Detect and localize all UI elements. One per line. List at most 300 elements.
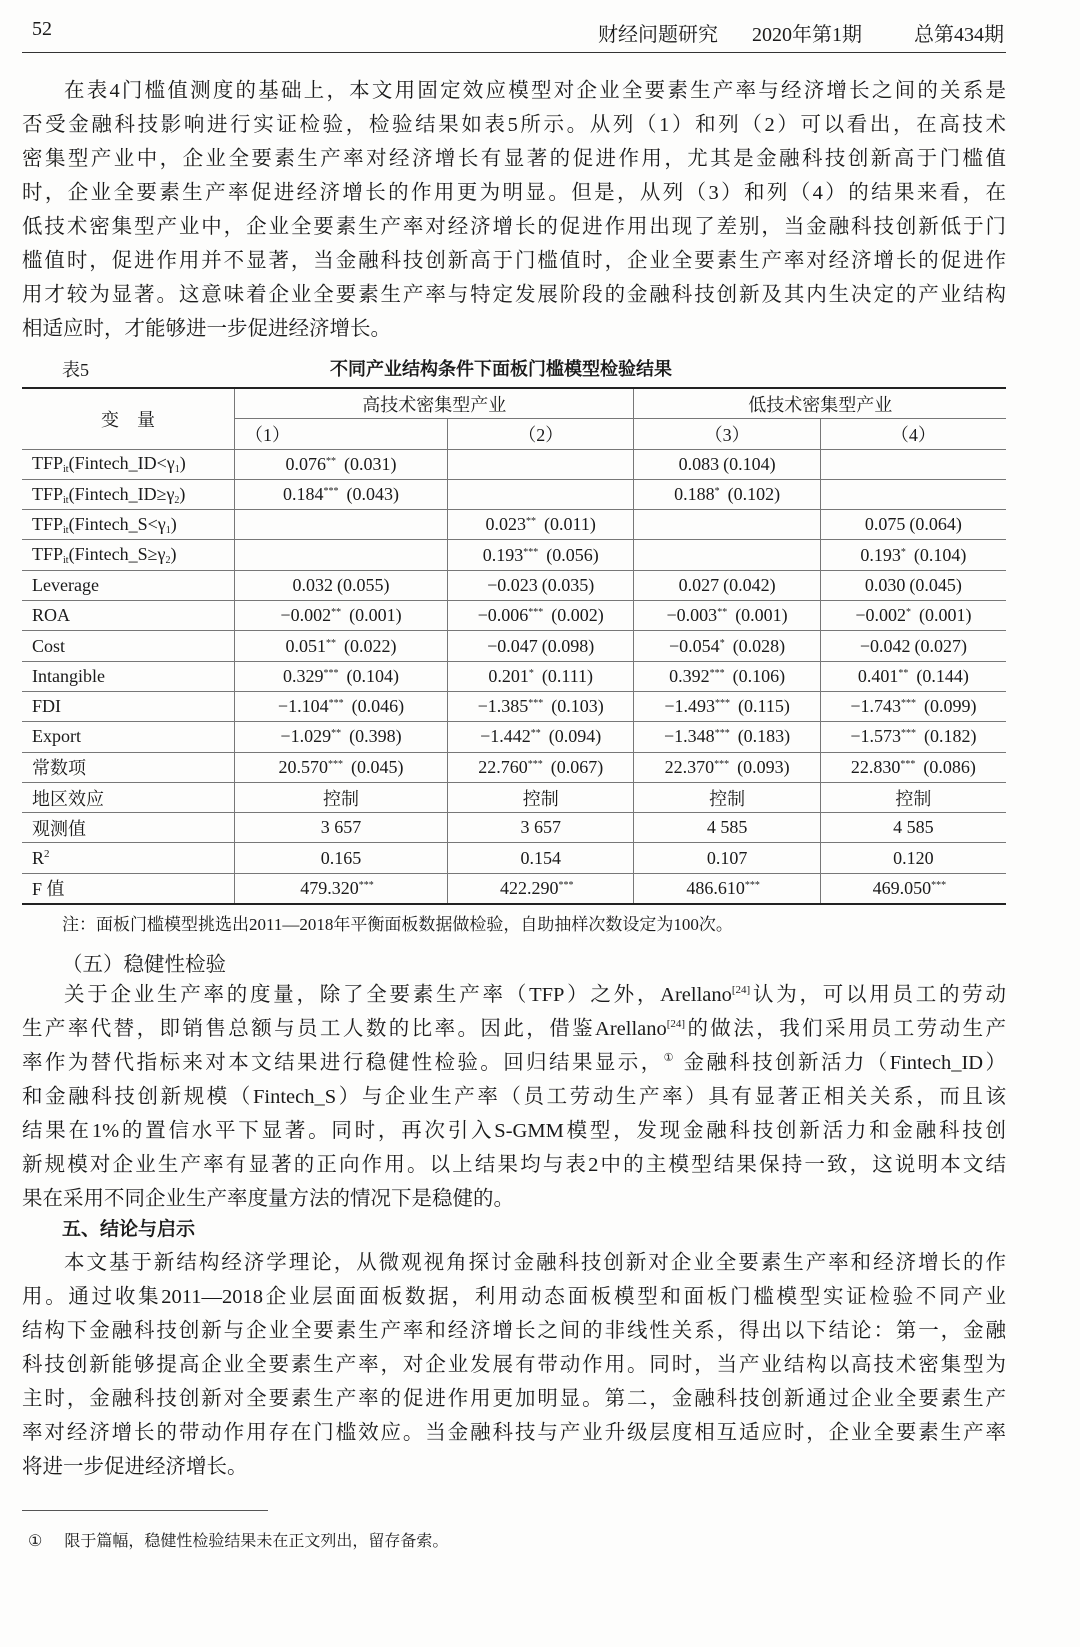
coefficient: −1.385: [477, 696, 529, 717]
column-4-header: （4）: [820, 419, 1006, 449]
standard-error: (0.001): [918, 605, 972, 626]
variable-condition: (Fintech_S≥γ: [68, 544, 166, 565]
significance-stars: ***: [900, 698, 916, 710]
issue-label: 2020年第1期: [752, 24, 862, 46]
variable-name: F 值: [32, 879, 65, 900]
table-row: [22, 873, 1006, 904]
value-cell: [820, 782, 1006, 812]
text-line: [22, 312, 1006, 346]
variable-subscript: it: [63, 524, 69, 536]
coefficient: 422.290: [499, 877, 559, 898]
text-segment: 槛值时，促进作用并不显著，当金融科技创新高于门槛值时，企业全要素生产率对经济增长的促进作: [22, 250, 1006, 272]
coefficient: 0.107: [706, 847, 748, 868]
citation-superscript: ①: [663, 1052, 676, 1065]
coefficient: −0.002: [280, 605, 332, 626]
table-row: [22, 843, 1006, 873]
variable-name-cell: [22, 813, 235, 843]
significance-stars: ***: [714, 728, 730, 740]
variable-subscript: it: [63, 464, 69, 476]
text-segment: 主时，金融科技创新对全要素生产率的促进作用更加明显。第二，金融科技创新通过企业全要素生产: [22, 1388, 1006, 1410]
variable-name-cell: [22, 782, 235, 812]
column-2-header: （2）: [448, 419, 634, 449]
standard-error: (0.104): [913, 544, 967, 565]
value-cell: [634, 601, 820, 631]
variable-name: ROA: [32, 605, 71, 626]
coefficient: −1.493: [664, 696, 716, 717]
standard-error: (0.031): [344, 453, 397, 474]
coefficient: 0.083: [678, 453, 720, 474]
group-high-tech-header: 高技术密集型产业: [235, 388, 634, 419]
significance-stars: *: [719, 637, 725, 649]
text-segment: 关于企业生产率的度量，除了全要素生产率（TFP）之外，Arellano: [64, 984, 732, 1006]
text-segment: 否受金融科技影响进行实证检验，检验结果如表5所示。从列（1）和列（2）可以看出，在高技术: [22, 114, 1006, 136]
value-cell: [235, 449, 448, 479]
value-cell: [235, 540, 448, 570]
coefficient: 0.165: [320, 847, 362, 868]
variable-close: ): [170, 544, 177, 565]
coefficient: 0.201: [488, 665, 529, 686]
table-note: 注：面板门槛模型挑选出2011—2018年平衡面板数据做检验，自助抽样次数设定为100次。: [62, 915, 733, 934]
significance-stars: **: [331, 607, 342, 619]
text-line: [22, 1114, 1006, 1148]
coefficient: 0.184: [283, 484, 324, 505]
value-cell: [448, 782, 634, 812]
coefficient: −0.002: [855, 605, 906, 626]
coefficient: 0.023: [485, 514, 527, 535]
text-line: [22, 108, 1006, 142]
standard-error: (0.182): [923, 726, 977, 747]
text-line: [22, 1246, 1006, 1280]
standard-error: (0.104): [346, 665, 399, 686]
text-line: [22, 1148, 1006, 1182]
standard-error: (0.102): [727, 484, 781, 505]
coefficient: 4 585: [706, 817, 748, 838]
footnote-mark: ①: [28, 1533, 43, 1550]
standard-error: (0.035): [541, 574, 595, 595]
section-heading-robustness: （五）稳健性检验: [62, 954, 226, 976]
coefficient: −0.047: [487, 635, 538, 656]
text-line: [22, 1280, 1006, 1314]
standard-error: (0.183): [737, 726, 791, 747]
text-segment: 本文基于新结构经济学理论，从微观视角探讨金融科技创新对企业全要素生产率和经济增长的作: [64, 1252, 1006, 1274]
coefficient: 0.027: [678, 574, 720, 595]
standard-error: (0.028): [732, 635, 786, 656]
variable-name-cell: [22, 449, 235, 479]
coefficient: 0.193: [860, 544, 901, 565]
value-cell: [820, 752, 1006, 782]
coefficient: −1.104: [277, 696, 329, 717]
text-line: [22, 142, 1006, 176]
coefficient: 0.154: [520, 847, 561, 868]
column-1-header: （1）: [235, 419, 448, 449]
value-cell: [235, 510, 448, 540]
value-cell: [235, 752, 448, 782]
text-segment: 认为，可以用员工的劳动: [750, 984, 1007, 1006]
text-line: [22, 1348, 1006, 1382]
text-segment: 新规模对企业生产率有显著的正向作用。以上结果均与表2中的主模型结果保持一致，这说明本文结: [22, 1154, 1006, 1176]
coefficient: 4 585: [893, 817, 934, 838]
table-title: 不同产业结构条件下面板门槛模型检验结果: [330, 359, 672, 380]
significance-stars: ***: [900, 728, 916, 740]
value-cell: [634, 813, 820, 843]
text-segment: 生产率代替，即销售总额与员工人数的比率。因此，借鉴Arellano: [22, 1018, 667, 1040]
significance-stars: ***: [328, 698, 344, 710]
column-3-header: （3）: [634, 419, 820, 449]
table-row: [22, 722, 1006, 752]
value-cell: [448, 691, 634, 721]
text-line: [22, 176, 1006, 210]
standard-error: (0.001): [735, 605, 788, 626]
value-cell: [235, 691, 448, 721]
text-segment: 低技术密集型产业中，企业全要素生产率对经济增长的促进作用出现了差别，当金融科技创新低于门: [22, 216, 1006, 238]
significance-stars: **: [326, 455, 336, 467]
standard-error: (0.001): [349, 605, 402, 626]
value-cell: [820, 661, 1006, 691]
value-cell: [820, 691, 1006, 721]
coefficient: 0.075: [864, 514, 906, 535]
value-cell: [634, 873, 820, 904]
coefficient: 0.076: [285, 453, 326, 474]
variable-condition: (Fintech_ID≥γ: [68, 483, 175, 504]
variable-name-cell: [22, 540, 235, 570]
significance-stars: ***: [931, 879, 947, 891]
significance-stars: ***: [528, 607, 544, 619]
gamma-subscript: 1: [174, 464, 180, 476]
text-segment: 金融科技创新活力（Fintech_ID）: [675, 1052, 1006, 1074]
standard-error: (0.064): [909, 514, 962, 535]
variable-name-cell: [22, 479, 235, 509]
coefficient: −1.573: [850, 726, 901, 747]
variable-close: ): [179, 453, 186, 474]
standard-error: (0.027): [914, 635, 967, 656]
significance-stars: **: [526, 516, 537, 528]
standard-error: (0.086): [923, 756, 976, 777]
text-segment: 率对经济增长的带动作用存在门槛效应。当金融科技与产业升级层度相互适应时，企业全要素生产率: [22, 1422, 1006, 1444]
value-cell: [820, 540, 1006, 570]
significance-stars: ***: [358, 879, 374, 891]
value-cell: [820, 873, 1006, 904]
coefficient: 3 657: [320, 817, 362, 838]
text-line: [22, 978, 1006, 1012]
table-row: [22, 691, 1006, 721]
value-cell: [634, 510, 820, 540]
footnote-rule: [22, 1510, 268, 1511]
coefficient: 0.401: [857, 665, 899, 686]
coefficient: 479.320: [300, 877, 359, 898]
gamma-subscript: 2: [174, 494, 180, 506]
results-table: [22, 387, 1006, 905]
standard-error: (0.111): [541, 665, 594, 686]
standard-error: (0.043): [346, 484, 399, 505]
text-segment: 相适应时，才能够进一步促进经济增长。: [22, 318, 391, 340]
variable-name-cell: [22, 873, 235, 904]
significance-stars: *: [714, 486, 720, 498]
variable-name-cell: [22, 601, 235, 631]
value-cell: [634, 752, 820, 782]
journal-name: 财经问题研究: [598, 24, 718, 46]
gamma-subscript: 2: [165, 555, 171, 567]
text-segment: 在表4门槛值测度的基础上，本文用固定效应模型对企业全要素生产率与经济增长之间的关系是: [64, 80, 1006, 102]
value-cell: [235, 631, 448, 661]
value-cell: [448, 449, 634, 479]
variable-condition: (Fintech_S<γ: [68, 513, 166, 534]
paragraph-robustness: [22, 978, 1006, 1216]
value-cell: [235, 813, 448, 843]
value-cell: [634, 631, 820, 661]
standard-error: (0.067): [550, 756, 604, 777]
variable-name: 观测值: [32, 818, 86, 839]
standard-error: (0.022): [344, 635, 397, 656]
coefficient: −1.743: [850, 696, 901, 717]
table-row: [22, 631, 1006, 661]
coefficient: 控制: [895, 788, 932, 809]
coefficient: −0.042: [859, 635, 911, 656]
table-label: 表5: [62, 360, 89, 380]
text-line: [22, 1382, 1006, 1416]
value-cell: [820, 570, 1006, 600]
value-cell: [235, 570, 448, 600]
variable-name: Intangible: [32, 665, 105, 686]
variable-name: TFP: [32, 453, 64, 474]
page-number: 52: [32, 18, 52, 40]
text-segment: 结果在1%的置信水平下显著。同时，再次引入S-GMM模型，发现金融科技创新活力和金融科技创: [22, 1120, 1006, 1142]
value-cell: [235, 722, 448, 752]
value-cell: [634, 570, 820, 600]
table-row: [22, 510, 1006, 540]
standard-error: (0.002): [551, 605, 604, 626]
table-row: [22, 752, 1006, 782]
text-line: [22, 1080, 1006, 1114]
coefficient: 控制: [522, 788, 559, 809]
value-cell: [235, 479, 448, 509]
gamma-subscript: 1: [165, 524, 171, 536]
table-header-row: [22, 388, 1006, 419]
text-line: [22, 278, 1006, 312]
significance-stars: ***: [523, 546, 539, 558]
variable-name-cell: [22, 722, 235, 752]
coefficient: −1.348: [664, 726, 715, 747]
significance-stars: ***: [528, 698, 544, 710]
text-line: [22, 244, 1006, 278]
coefficient: −1.029: [280, 726, 332, 747]
coefficient: 0.392: [669, 665, 710, 686]
footnote: [28, 1528, 448, 1551]
value-cell: [448, 873, 634, 904]
significance-stars: ***: [715, 698, 731, 710]
standard-error: (0.046): [351, 696, 405, 717]
significance-stars: ***: [527, 758, 543, 770]
paragraph-threshold-results: [22, 74, 1006, 346]
variable-name: TFP: [32, 544, 64, 565]
significance-stars: *: [905, 607, 911, 619]
value-cell: [820, 813, 1006, 843]
standard-error: (0.106): [732, 665, 786, 686]
value-cell: [820, 722, 1006, 752]
text-segment: 的做法，我们采用员工劳动生产: [685, 1018, 1006, 1040]
header-rule: [22, 52, 1006, 53]
variable-close: ): [179, 483, 186, 504]
variable-superscript: 2: [44, 847, 50, 860]
significance-stars: *: [528, 667, 534, 679]
standard-error: (0.099): [923, 696, 977, 717]
table-row: [22, 601, 1006, 631]
value-cell: [448, 601, 634, 631]
standard-error: (0.055): [337, 574, 390, 595]
significance-stars: **: [331, 728, 342, 740]
value-cell: [820, 601, 1006, 631]
group-low-tech-header: 低技术密集型产业: [634, 388, 1006, 419]
variable-name: Cost: [32, 635, 66, 656]
value-cell: [448, 813, 634, 843]
coefficient: 控制: [323, 788, 359, 809]
standard-error: (0.093): [737, 756, 790, 777]
variable-name-cell: [22, 691, 235, 721]
significance-stars: ***: [744, 879, 760, 891]
variable-close: ): [170, 513, 177, 534]
text-segment: 用。通过收集2011—2018企业层面面板数据，利用动态面板模型和面板门槛模型实证检验不同产业: [22, 1286, 1006, 1308]
variable-name-cell: [22, 631, 235, 661]
significance-stars: ***: [558, 879, 574, 891]
text-line: [22, 1416, 1006, 1450]
standard-error: (0.103): [551, 696, 604, 717]
variable-name: 常数项: [32, 758, 86, 779]
coefficient: 22.370: [664, 756, 715, 777]
variable-name: TFP: [32, 483, 64, 504]
value-cell: [448, 570, 634, 600]
value-cell: [235, 782, 448, 812]
value-cell: [235, 661, 448, 691]
text-line: [22, 1314, 1006, 1348]
variable-name-cell: [22, 510, 235, 540]
value-cell: [634, 843, 820, 873]
variable-condition: (Fintech_ID<γ: [68, 453, 175, 474]
table-row: [22, 570, 1006, 600]
table-row: [22, 782, 1006, 812]
coefficient: 0.193: [482, 544, 524, 565]
value-cell: [235, 843, 448, 873]
text-segment: 果在采用不同企业生产率度量方法的情况下是稳健的。: [22, 1188, 514, 1210]
significance-stars: *: [900, 546, 906, 558]
text-line: [22, 1450, 1006, 1484]
value-cell: [820, 479, 1006, 509]
standard-error: (0.056): [546, 544, 599, 565]
value-cell: [820, 631, 1006, 661]
value-cell: [448, 540, 634, 570]
section-heading-conclusion: 五、结论与启示: [62, 1218, 196, 1240]
value-cell: [448, 752, 634, 782]
table-row: [22, 449, 1006, 479]
coefficient: 0.188: [674, 484, 715, 505]
standard-error: (0.398): [349, 726, 402, 747]
text-line: [22, 1182, 1006, 1216]
variable-name: 地区效应: [32, 788, 104, 809]
value-cell: [820, 843, 1006, 873]
significance-stars: ***: [328, 758, 343, 770]
coefficient: 3 657: [520, 817, 561, 838]
paragraph-conclusion: [22, 1246, 1006, 1484]
footnote-text: 限于篇幅，稳健性检验结果未在正文列出，留存备索。: [64, 1533, 449, 1550]
text-line: [22, 74, 1006, 108]
text-line: [22, 1046, 1006, 1080]
coefficient: −0.054: [669, 635, 720, 656]
coefficient: 0.032: [292, 574, 333, 595]
value-cell: [820, 510, 1006, 540]
variable-name: Leverage: [32, 574, 99, 595]
value-cell: [448, 661, 634, 691]
value-cell: [634, 449, 820, 479]
value-cell: [448, 843, 634, 873]
standard-error: (0.144): [916, 665, 969, 686]
text-segment: 将进一步促进经济增长。: [22, 1456, 248, 1478]
coefficient: −0.023: [487, 574, 538, 595]
text-segment: 密集型产业中，企业全要素生产率对经济增长有显著的促进作用，尤其是金融科技创新高于门槛值: [22, 148, 1006, 170]
significance-stars: **: [898, 667, 909, 679]
text-segment: 率作为替代指标来对本文结果进行稳健性检验。回归结果显示，: [22, 1052, 664, 1074]
value-cell: [634, 782, 820, 812]
significance-stars: **: [530, 728, 541, 740]
value-cell: [235, 873, 448, 904]
value-cell: [634, 540, 820, 570]
text-segment: 用才较为显著。这意味着企业全要素生产率与特定发展阶段的金融科技创新及其内生决定的产业结构: [22, 284, 1006, 306]
standard-error: (0.115): [738, 696, 790, 717]
coefficient: 22.760: [478, 756, 528, 777]
variable-subscript: it: [63, 555, 69, 567]
coefficient: 0.051: [285, 635, 326, 656]
significance-stars: ***: [709, 667, 725, 679]
table-row: [22, 540, 1006, 570]
coefficient: −0.006: [477, 605, 529, 626]
standard-error: (0.045): [351, 756, 404, 777]
variable-subscript: it: [63, 494, 69, 506]
text-segment: 时，企业全要素生产率促进经济增长的作用更为明显。但是，从列（3）和列（4）的结果来看，在: [22, 182, 1006, 204]
citation-superscript: [24]: [731, 984, 751, 997]
value-cell: [634, 691, 820, 721]
value-cell: [634, 722, 820, 752]
citation-superscript: [24]: [666, 1018, 686, 1031]
value-cell: [448, 631, 634, 661]
table-row: [22, 479, 1006, 509]
text-segment: 科技创新能够提高企业全要素生产率，对企业发展有带动作用。同时，当产业结构以高技术密集型为: [22, 1354, 1006, 1376]
coefficient: 469.050: [872, 877, 932, 898]
significance-stars: ***: [714, 758, 730, 770]
value-cell: [820, 449, 1006, 479]
significance-stars: ***: [323, 667, 339, 679]
coefficient: 0.120: [893, 847, 934, 868]
value-cell: [634, 661, 820, 691]
significance-stars: **: [717, 607, 728, 619]
coefficient: 0.329: [283, 665, 324, 686]
text-segment: 结构下金融科技创新与企业全要素生产率和经济增长之间的非线性关系，得出以下结论：第一，金融: [22, 1320, 1006, 1342]
coefficient: 22.830: [850, 756, 901, 777]
significance-stars: **: [326, 637, 336, 649]
value-cell: [634, 479, 820, 509]
coefficient: 486.610: [686, 877, 745, 898]
variable-name: R: [32, 847, 45, 868]
standard-error: (0.011): [544, 514, 596, 535]
table-row: [22, 661, 1006, 691]
significance-stars: ***: [323, 486, 339, 498]
variable-name: TFP: [32, 513, 64, 534]
table-row: [22, 813, 1006, 843]
coefficient: −1.442: [480, 726, 531, 747]
coefficient: 20.570: [278, 756, 328, 777]
standard-error: (0.104): [723, 453, 776, 474]
standard-error: (0.098): [541, 635, 595, 656]
value-cell: [448, 479, 634, 509]
text-line: [22, 1012, 1006, 1046]
variable-name: FDI: [32, 696, 62, 717]
value-cell: [235, 601, 448, 631]
